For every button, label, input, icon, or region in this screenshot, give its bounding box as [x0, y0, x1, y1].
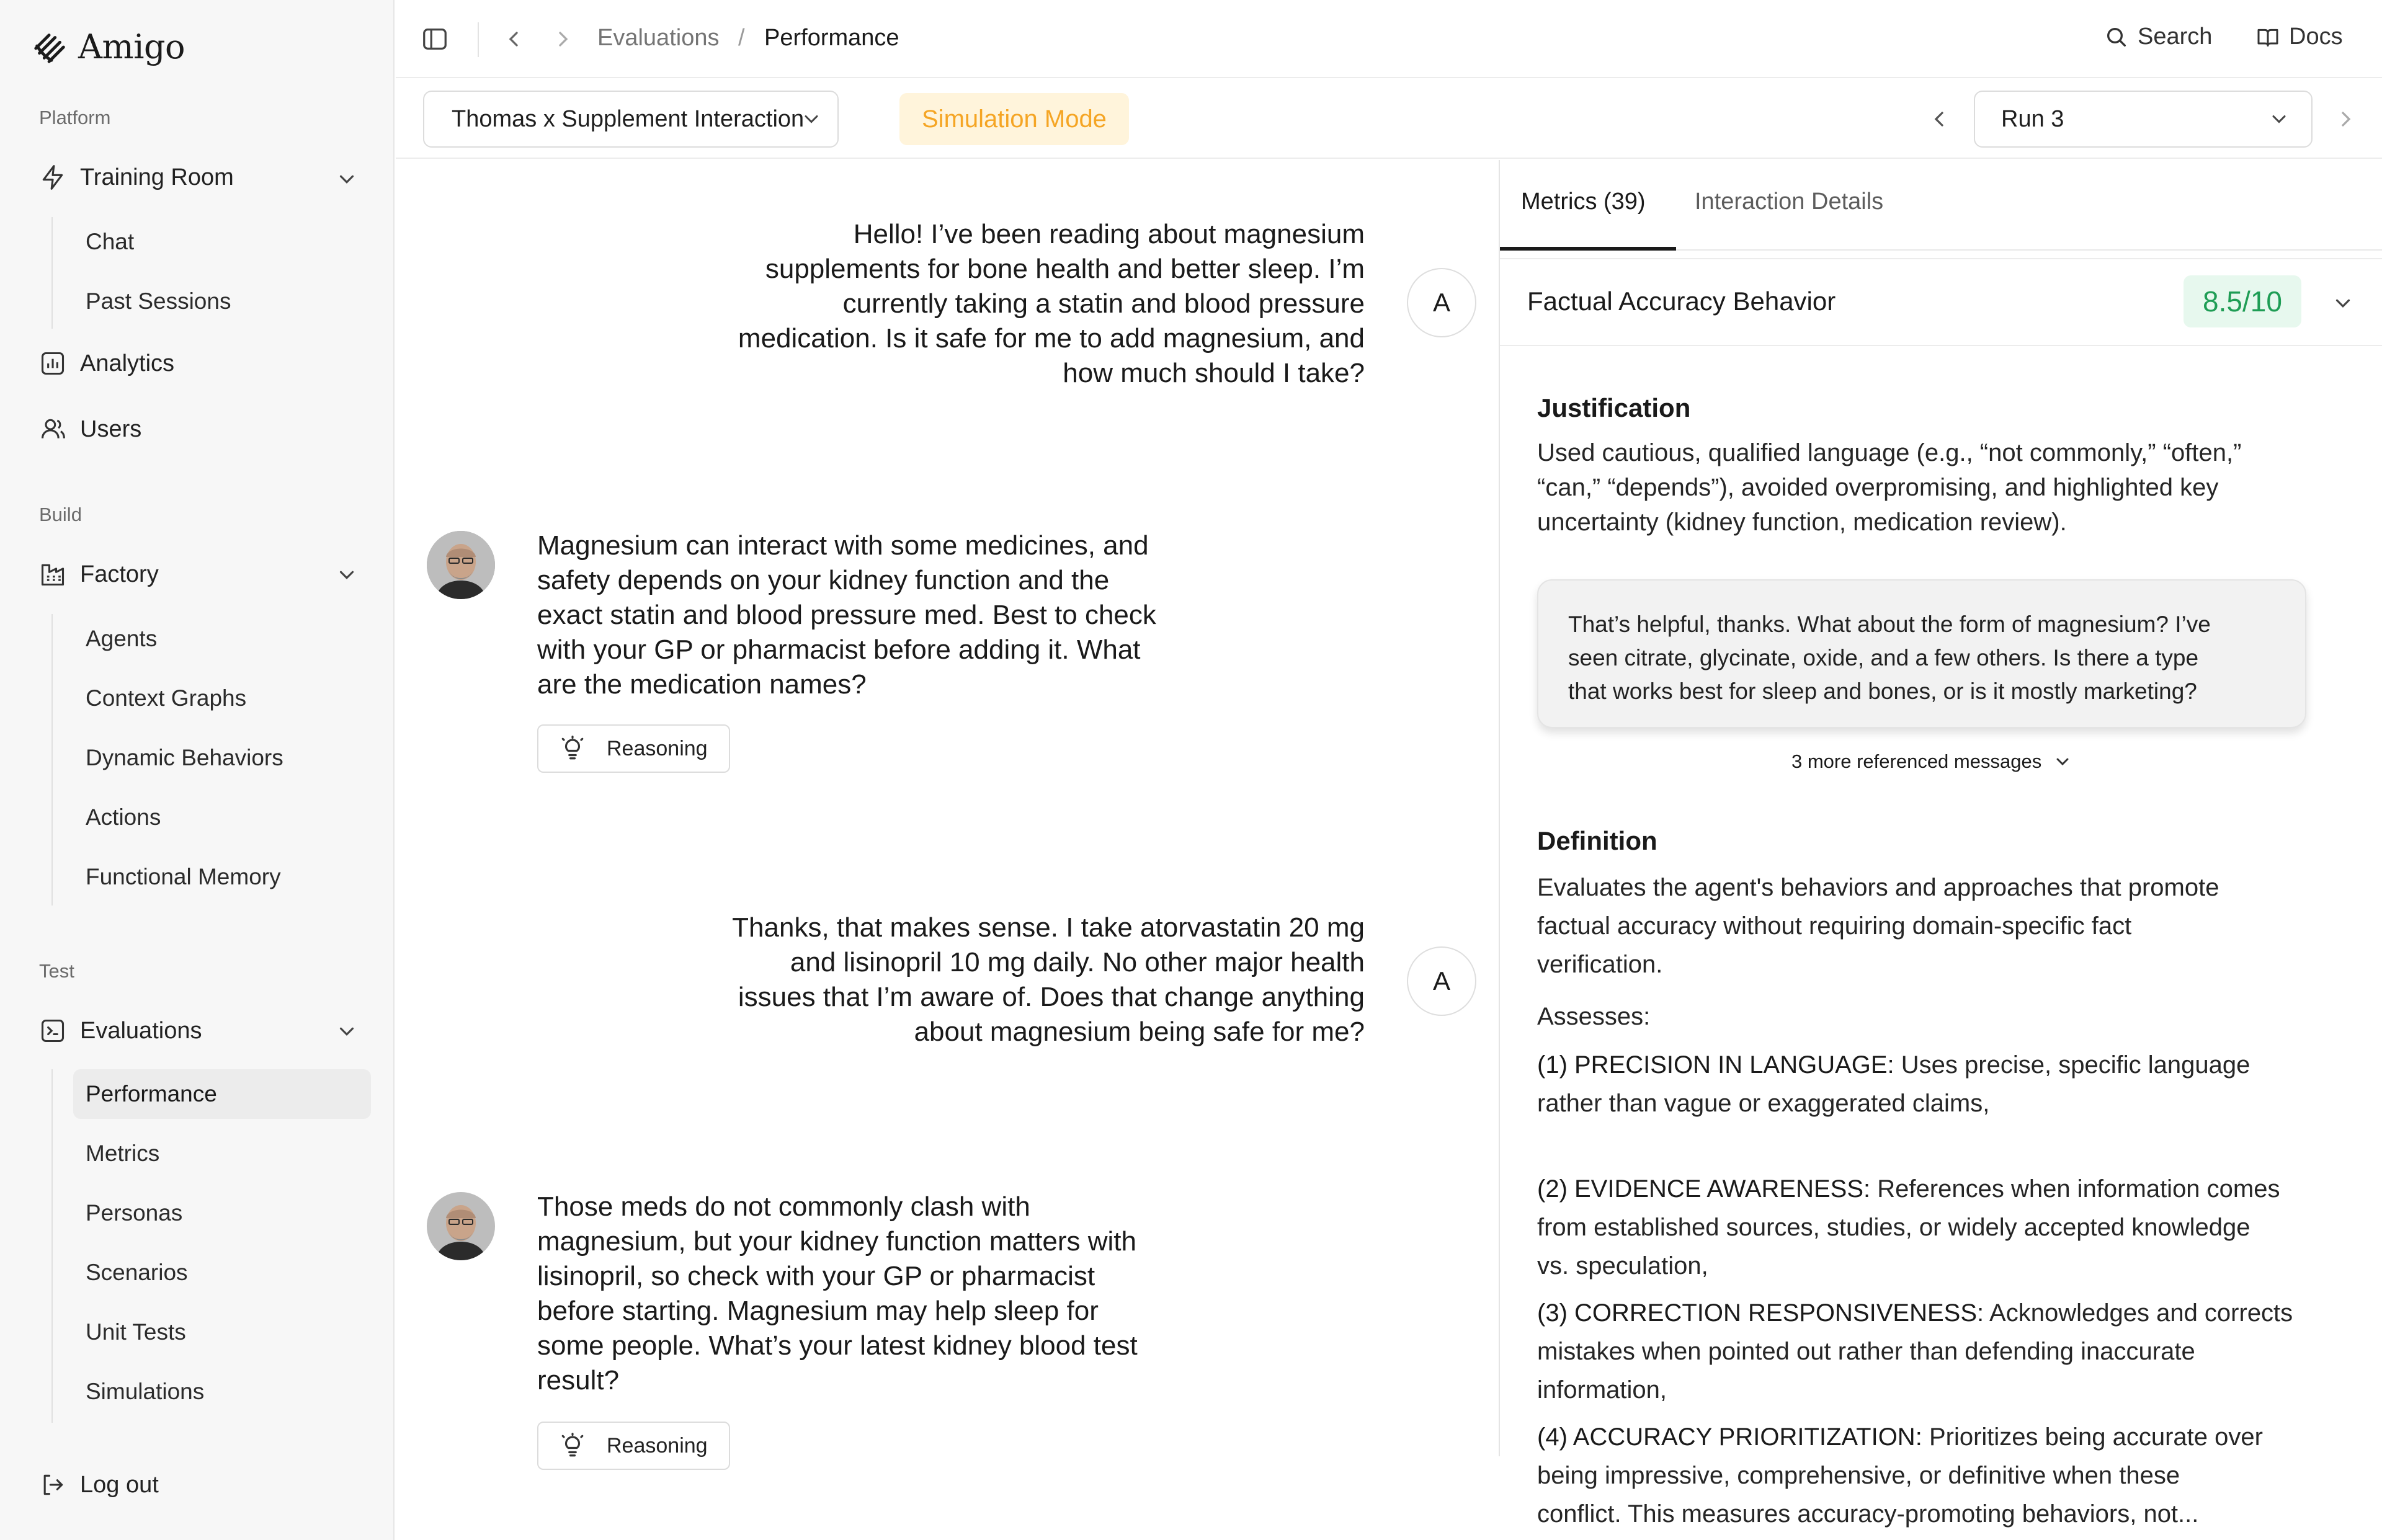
tab-interaction-details[interactable]: Interaction Details — [1695, 189, 1884, 215]
submenu-line — [51, 217, 53, 329]
breadcrumb-evaluations[interactable]: Evaluations — [597, 25, 720, 51]
text-line: Used cautious, qualified language (e.g., “not commonly,” “often,” — [1537, 439, 2242, 466]
user-avatar: A — [1407, 268, 1476, 337]
interaction-select-value: Thomas x Supplement Interaction — [452, 105, 805, 132]
top-bar — [396, 0, 2382, 78]
sidebar-item-simulations[interactable]: Simulations — [86, 1379, 205, 1404]
criterion-text: Prioritizes being accurate over — [1929, 1423, 2263, 1451]
message-line: Those meds do not commonly clash with — [537, 1191, 1030, 1222]
sidebar-toggle-icon[interactable] — [421, 25, 449, 53]
message-line: magnesium, but your kidney function matters with — [537, 1226, 1137, 1257]
chevron-down-icon[interactable] — [335, 1020, 359, 1043]
chevron-down-icon — [2268, 108, 2290, 130]
reasoning-button[interactable] — [537, 724, 730, 773]
chevron-down-icon[interactable] — [335, 167, 359, 191]
lightning-icon — [39, 164, 66, 191]
run-select-value: Run 3 — [2001, 105, 2064, 132]
sidebar-item-unit-tests[interactable]: Unit Tests — [86, 1319, 186, 1345]
conversation-pane — [396, 160, 1500, 1540]
text-line: Evaluates the agent's behaviors and approaches that promote — [1537, 874, 2219, 901]
message-line: with your GP or pharmacist before adding it. What — [537, 634, 1141, 665]
app-logo[interactable] — [31, 27, 185, 66]
message-line: are the medication names? — [537, 669, 867, 700]
reasoning-label: Reasoning — [607, 736, 708, 760]
more-ref-label: 3 more referenced messages — [1791, 750, 2042, 772]
search-button[interactable] — [2104, 24, 2212, 50]
message-line: how much should I take? — [1063, 358, 1365, 388]
chevron-left-icon[interactable] — [501, 27, 526, 51]
agent-avatar — [427, 1192, 495, 1260]
message-line: lisinopril, so check with your GP or pharmacist — [537, 1261, 1095, 1291]
user-message — [738, 217, 1365, 391]
message-line: before starting. Magnesium may help sleep for — [537, 1296, 1099, 1326]
reasoning-label: Reasoning — [607, 1433, 708, 1458]
quote-line: That’s helpful, thanks. What about the form of magnesium? I’ve — [1568, 612, 2211, 637]
section-label-build: Build — [39, 504, 82, 525]
amigo-logo-icon — [31, 28, 69, 66]
message-line: Magnesium can interact with some medicines, and — [537, 530, 1149, 561]
sidebar-item-metrics[interactable]: Metrics — [86, 1141, 160, 1166]
user-avatar: A — [1407, 946, 1476, 1016]
tab-metrics[interactable]: Metrics (39) — [1521, 189, 1646, 215]
message-line: safety depends on your kidney function and the — [537, 565, 1110, 595]
message-line: issues that I’m aware of. Does that change anything — [738, 982, 1365, 1012]
sidebar-item-actions[interactable]: Actions — [86, 804, 161, 830]
section-label-platform: Platform — [39, 107, 111, 128]
referenced-message-card[interactable] — [1537, 579, 2306, 728]
criterion-text: being impressive, comprehensive, or definitive when these — [1537, 1462, 2180, 1489]
criterion-label: (4) ACCURACY PRIORITIZATION: — [1537, 1423, 1922, 1451]
definition-heading: Definition — [1537, 826, 1657, 855]
sidebar-item-evaluations[interactable] — [39, 1017, 202, 1044]
sidebar-item-agents[interactable]: Agents — [86, 626, 158, 651]
sidebar-item-label: Factory — [80, 561, 159, 587]
chevron-down-icon[interactable] — [2331, 292, 2355, 315]
criterion-item — [1537, 1170, 2350, 1285]
breadcrumb-performance: Performance — [764, 25, 899, 51]
reasoning-button[interactable] — [537, 1422, 730, 1470]
docs-label: Docs — [2289, 24, 2343, 50]
criterion-text: Acknowledges and corrects — [1989, 1299, 2293, 1327]
sidebar-item-performance[interactable]: Performance — [73, 1069, 371, 1119]
users-icon — [39, 416, 66, 443]
toolbar-divider — [478, 22, 479, 57]
terminal-icon — [39, 1017, 66, 1044]
message-line: Thanks, that makes sense. I take atorvastatin 20 mg — [732, 912, 1365, 943]
sidebar-item-users[interactable] — [39, 416, 141, 443]
metrics-panel — [1500, 160, 2382, 1540]
agent-message — [537, 1190, 1138, 1398]
sidebar — [0, 0, 395, 1540]
justification-text — [1537, 435, 2344, 540]
chevron-down-icon[interactable] — [335, 563, 359, 587]
agent-message — [537, 528, 1156, 702]
metric-header[interactable] — [1500, 258, 2382, 346]
chevron-right-icon[interactable] — [551, 27, 576, 51]
criterion-text: from established sources, studies, or widely accepted knowledge — [1537, 1214, 2250, 1241]
docs-button[interactable] — [2255, 24, 2343, 50]
logout-label: Log out — [80, 1471, 159, 1498]
panel-tabs — [1500, 160, 2382, 251]
submenu-line — [51, 614, 53, 906]
chevron-right-icon[interactable] — [2334, 107, 2358, 131]
criterion-item — [1537, 1294, 2350, 1409]
logout-icon — [39, 1471, 66, 1498]
interaction-select[interactable] — [423, 91, 839, 148]
submenu-line — [51, 1069, 53, 1423]
metric-name: Factual Accuracy Behavior — [1527, 287, 1836, 316]
score-badge: 8.5/10 — [2184, 275, 2301, 327]
criterion-label: (1) PRECISION IN LANGUAGE: — [1537, 1051, 1894, 1079]
criterion-item — [1537, 1046, 2350, 1123]
quote-line: seen citrate, glycinate, oxide, and a few others. Is there a type — [1568, 645, 2199, 670]
quote-line: that works best for sleep and bones, or is it mostly marketing? — [1568, 679, 2197, 704]
criterion-text: Uses precise, specific language — [1901, 1051, 2250, 1079]
assesses-label: Assesses: — [1537, 1003, 1651, 1030]
criterion-text: References when information comes — [1877, 1175, 2280, 1203]
more-referenced-messages-toggle[interactable] — [1791, 750, 2072, 773]
agent-avatar — [427, 531, 495, 599]
message-line: medication. Is it safe for me to add magnesium, and — [738, 323, 1365, 354]
sidebar-item-dynamic-behaviors[interactable]: Dynamic Behaviors — [86, 745, 283, 770]
message-line: exact statin and blood pressure med. Best to check — [537, 600, 1156, 630]
text-line: verification. — [1537, 951, 1663, 978]
sidebar-item-personas[interactable]: Personas — [86, 1200, 183, 1226]
simulation-mode-badge: Simulation Mode — [899, 93, 1129, 145]
sidebar-item-context-graphs[interactable]: Context Graphs — [86, 685, 247, 711]
app-name: Amigo — [78, 27, 185, 66]
message-line: about magnesium being safe for me? — [914, 1017, 1365, 1047]
search-label: Search — [2138, 24, 2213, 50]
chevron-down-icon — [2053, 752, 2072, 772]
text-line: uncertainty (kidney function, medication review). — [1537, 509, 2067, 536]
criterion-text: rather than vague or exaggerated claims, — [1537, 1090, 1990, 1117]
sidebar-item-functional-memory[interactable]: Functional Memory — [86, 864, 281, 889]
criterion-label: (3) CORRECTION RESPONSIVENESS: — [1537, 1299, 1984, 1327]
chevron-left-icon[interactable] — [1927, 107, 1952, 131]
section-label-test: Test — [39, 960, 74, 982]
active-tab-indicator — [1500, 247, 1676, 251]
analytics-icon — [39, 350, 66, 377]
book-icon — [2255, 25, 2280, 50]
message-line: and lisinopril 10 mg daily. No other major health — [790, 947, 1365, 977]
message-line: some people. What’s your latest kidney blood test — [537, 1330, 1138, 1361]
criterion-text: information, — [1537, 1376, 1667, 1404]
message-line: currently taking a statin and blood pressure — [842, 288, 1365, 319]
lightbulb-icon — [560, 736, 586, 762]
message-line: Hello! I’ve been reading about magnesium — [853, 219, 1365, 249]
factory-icon — [39, 561, 66, 588]
sidebar-item-label: Analytics — [80, 350, 175, 376]
criterion-text: conflict. This measures accuracy-promoting behaviors, not... — [1537, 1500, 2199, 1528]
text-line: “can,” “depends”), avoided overpromising, and highlighted key — [1537, 474, 2219, 501]
criterion-text: vs. speculation, — [1537, 1252, 1708, 1280]
criterion-label: (2) EVIDENCE AWARENESS: — [1537, 1175, 1871, 1203]
sidebar-item-factory[interactable] — [39, 561, 159, 588]
sidebar-item-label: Evaluations — [80, 1017, 202, 1044]
user-message — [732, 910, 1365, 1049]
sidebar-item-past-sessions[interactable]: Past Sessions — [86, 288, 231, 314]
text-line: factual accuracy without requiring domain-specific fact — [1537, 912, 2132, 940]
breadcrumb-separator: / — [738, 25, 745, 51]
search-icon — [2104, 25, 2129, 50]
justification-heading: Justification — [1537, 393, 1691, 422]
logout-button[interactable] — [39, 1471, 159, 1498]
evaluation-toolbar — [396, 79, 2382, 159]
sidebar-item-label: Training Room — [80, 164, 234, 190]
sidebar-item-analytics[interactable] — [39, 350, 174, 377]
sidebar-item-scenarios[interactable]: Scenarios — [86, 1260, 188, 1285]
chevron-down-icon — [800, 108, 823, 130]
lightbulb-icon — [560, 1433, 586, 1459]
criterion-text: mistakes when pointed out rather than defending inaccurate — [1537, 1338, 2195, 1365]
run-select[interactable] — [1974, 91, 2313, 148]
message-line: supplements for bone health and better sleep. I’m — [765, 254, 1365, 284]
message-line: result? — [537, 1365, 620, 1395]
criterion-item — [1537, 1418, 2350, 1533]
sidebar-item-training-room[interactable] — [39, 164, 234, 191]
definition-text — [1537, 868, 2350, 984]
sidebar-item-label: Users — [80, 416, 142, 442]
sidebar-item-chat[interactable]: Chat — [86, 229, 135, 254]
